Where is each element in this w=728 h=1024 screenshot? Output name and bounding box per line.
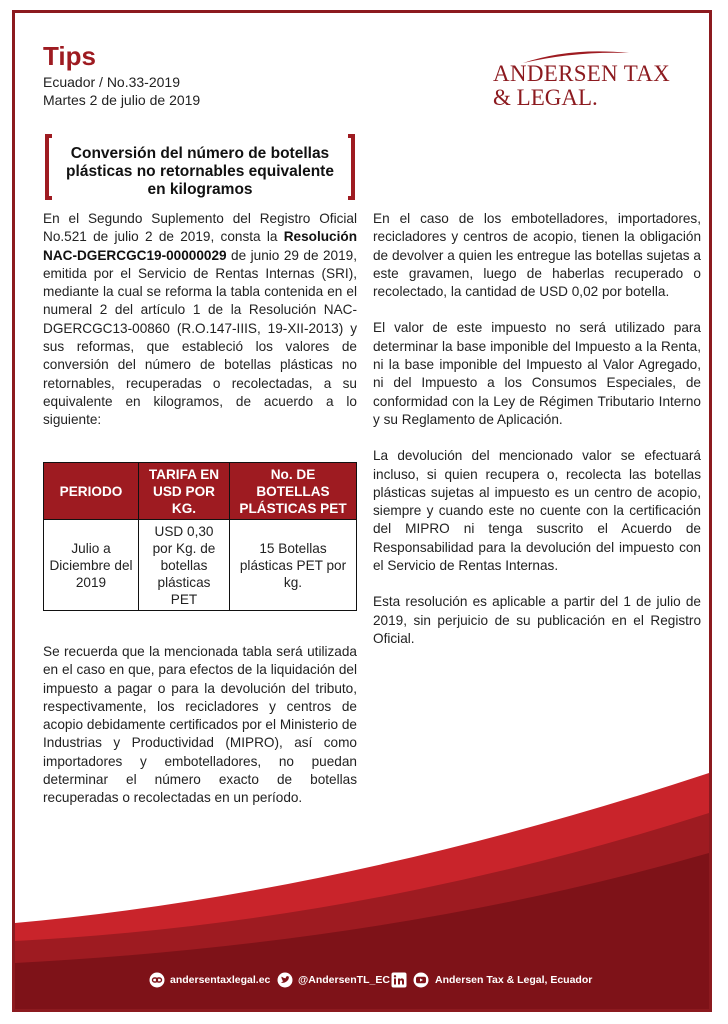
logo-line1: ANDERSEN TAX bbox=[493, 61, 671, 86]
table-cell-tarifa: USD 0,30 por Kg. de botellas plásticas PET bbox=[139, 520, 230, 611]
twitter-label: @AndersenTL_EC bbox=[298, 974, 390, 986]
right-paragraph-3: La devolución del mencionado valor se efectuará incluso, si quien recupera o, recolecta las botellas plásticas sujetas al impuesto es un centro de acopio, siempre y cuando este no cuente con la certificación del MIPRO ni tenga suscrito el Acuerdo de Responsabilidad para la devolución del impuesto con el Servicio de Rentas Internas. bbox=[373, 448, 701, 574]
left-paragraph-2: Se recuerda que la mencionada tabla será utilizada en el caso en que, para efectos de la liquidación del impuesto a pagar o para la devolución del tributo, respectivamente, los recicladores y centros de acopio debidamente certificados por el Ministerio de Industrias y Productividad (MIPRO), así como importadores y embotelladores, no puedan determinar el número exacto de botellas recuperadas o recolectadas en un período. bbox=[43, 644, 357, 806]
right-paragraph-2: El valor de este impuesto no será utilizado para determinar la base imponible del Impuesto a la Renta, ni la base imponible del Impuesto al Valor Agregado, ni del Impuesto a los Consumos Especiales, de conformidad con la Ley de Régimen Tributario Interno y su Reglamento de Aplicación. bbox=[373, 320, 701, 427]
link-icon bbox=[149, 972, 165, 988]
andersen-logo bbox=[493, 49, 683, 111]
table-header-tarifa: TARIFA EN USD POR KG. bbox=[139, 463, 230, 520]
twitter-icon bbox=[277, 972, 293, 988]
conversion-table bbox=[43, 462, 357, 611]
resolution-number: Resolución NAC-DGERCGC19-00000029 bbox=[43, 229, 357, 263]
logo-line2: & LEGAL. bbox=[493, 85, 598, 110]
right-bracket bbox=[348, 134, 355, 200]
table-header-botellas: No. DE BOTELLAS PLÁSTICAS PET bbox=[230, 463, 357, 520]
left-column bbox=[43, 210, 357, 448]
right-paragraph-4: Esta resolución es aplicable a partir del 1 de julio de 2019, sin perjuicio de su publicación en el Registro Oficial. bbox=[373, 594, 701, 646]
page-frame bbox=[12, 10, 712, 1012]
right-paragraph-1: En el caso de los embotelladores, importadores, recicladores y centros de acopio, tienen la obligación de devolver a quien les entregue las botellas sujetas a este gravamen, luego de haberlas recuperado o recolectado, la cantidad de USD 0,02 por botella. bbox=[373, 211, 701, 300]
table-header-periodo: PERIODO bbox=[44, 463, 139, 520]
website-label: andersentaxlegal.ec bbox=[170, 974, 271, 986]
footer-social[interactable] bbox=[391, 972, 592, 988]
left-paragraph-1: En el Segundo Suplemento del Registro Oficial No.521 de julio 2 de 2019, consta la Resolución NAC-DGERCGC19-00000029 de junio 29 de 2019, emitida por el Servicio de Rentas Internas (SRI), mediante la cual se reforma la tabla contenida en el numeral 2 del artículo 1 de la Resolución NAC-DGERCGC13-00860 (R.O.147-IIIS, 19-XII-2013) y sus reformas, que estableció los valores de conversión del número de botellas plásticas no retornables, recuperadas o recolectadas, a su equivalente en kilogramos, de acuerdo a lo siguiente: bbox=[43, 211, 357, 428]
tips-title: Tips bbox=[43, 41, 96, 71]
left-bracket bbox=[45, 134, 52, 200]
youtube-icon bbox=[412, 972, 430, 988]
footer-website[interactable] bbox=[149, 972, 270, 988]
table-row bbox=[44, 520, 357, 611]
section-heading bbox=[45, 134, 355, 202]
issue-number: Ecuador / No.33-2019 bbox=[43, 74, 180, 90]
table-cell-botellas: 15 Botellas plásticas PET por kg. bbox=[230, 520, 357, 611]
heading-text: Conversión del número de botellas plásticas no retornables equivalente en kilogramos bbox=[66, 145, 334, 198]
table-header-row bbox=[44, 463, 357, 520]
linkedin-icon bbox=[391, 972, 407, 988]
right-column bbox=[373, 210, 701, 666]
footer-twitter[interactable] bbox=[277, 972, 390, 988]
issue-date: Martes 2 de julio de 2019 bbox=[43, 92, 201, 108]
footer bbox=[15, 959, 709, 1009]
table-cell-periodo: Julio a Diciembre del 2019 bbox=[44, 520, 139, 611]
social-label: Andersen Tax & Legal, Ecuador bbox=[435, 974, 593, 986]
issue-meta bbox=[43, 73, 200, 109]
